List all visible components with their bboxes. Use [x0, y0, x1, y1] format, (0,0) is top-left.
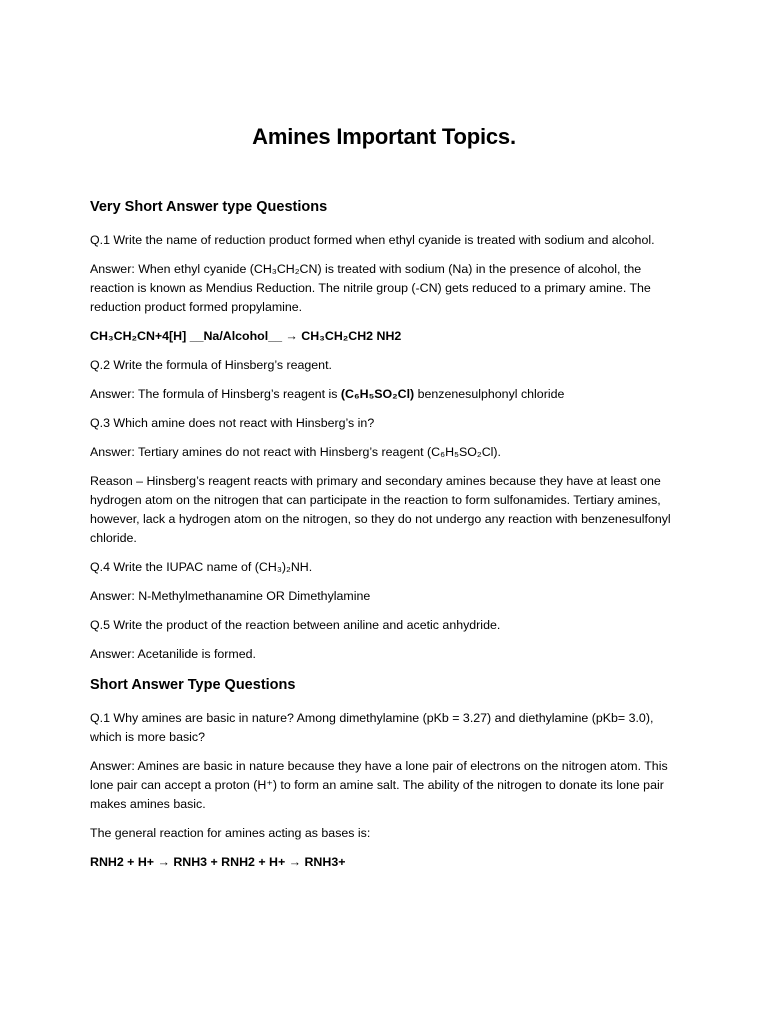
reason-paragraph: Reason – Hinsberg’s reagent reacts with primary and secondary amines because they have at least one hydrogen atom on the nitrogen that can participate in the reaction to form sulfonamides. Tertiary amines, however, lack a hydrogen atom on the nitrogen, so they do not undergo any reaction with benzenesulfonyl chloride.: [90, 474, 671, 545]
short-question-1: Q.1 Why amines are basic in nature? Among dimethylamine (pKb = 3.27) and diethylamine (pKb= 3.0), which is more basic?: [90, 711, 654, 744]
answer-5: Answer: Acetanilide is formed.: [90, 647, 256, 661]
answer-2: [90, 385, 680, 404]
general-reaction-equation: RNH2 + H+ → RNH3 + RNH2 + H+ → RNH3+: [90, 855, 346, 869]
section-heading-very-short: Very Short Answer type Questions: [90, 199, 328, 215]
page-title: Amines Important Topics.: [252, 124, 516, 149]
answer-2-formula: (C₆H₅SO₂Cl): [340, 387, 415, 401]
question-5: Q.5 Write the product of the reaction between aniline and acetic anhydride.: [90, 618, 501, 632]
question-2: Q.2 Write the formula of Hinsberg’s reagent.: [90, 358, 332, 372]
answer-2-prefix: Answer: The formula of Hinsberg’s reagent is: [90, 387, 341, 401]
general-reaction-intro: The general reaction for amines acting as bases is:: [90, 826, 371, 840]
question-1: Q.1 Write the name of reduction product formed when ethyl cyanide is treated with sodium and alcohol.: [90, 233, 655, 247]
section-heading-short: Short Answer Type Questions: [90, 677, 296, 693]
answer-4: Answer: N-Methylmethanamine OR Dimethylamine: [90, 589, 371, 603]
reaction-equation-1: CH₃CH₂CN+4[H] __Na/Alcohol__ → CH₃CH₂CH2 NH2: [90, 329, 402, 343]
question-3: Q.3 Which amine does not react with Hinsberg’s in?: [90, 416, 375, 430]
document-body: [90, 196, 680, 882]
answer-2-suffix: benzenesulphonyl chloride: [414, 387, 565, 401]
answer-1: Answer: When ethyl cyanide (CH₃CH₂CN) is treated with sodium (Na) in the presence of alcohol, the reaction is known as Mendius Reduction. The nitrile group (-CN) gets reduced to a primary amine. The reduction product formed propylamine.: [90, 262, 651, 314]
question-4: Q.4 Write the IUPAC name of (CH₃)₂NH.: [90, 560, 313, 574]
short-answer-1: Answer: Amines are basic in nature because they have a lone pair of electrons on the nitrogen atom. This lone pair can accept a proton (H⁺) to form an amine salt. The ability of the nitrogen to donate its lone pair makes amines basic.: [90, 759, 668, 811]
answer-3: Answer: Tertiary amines do not react with Hinsberg’s reagent (C₆H₅SO₂Cl).: [90, 445, 501, 459]
